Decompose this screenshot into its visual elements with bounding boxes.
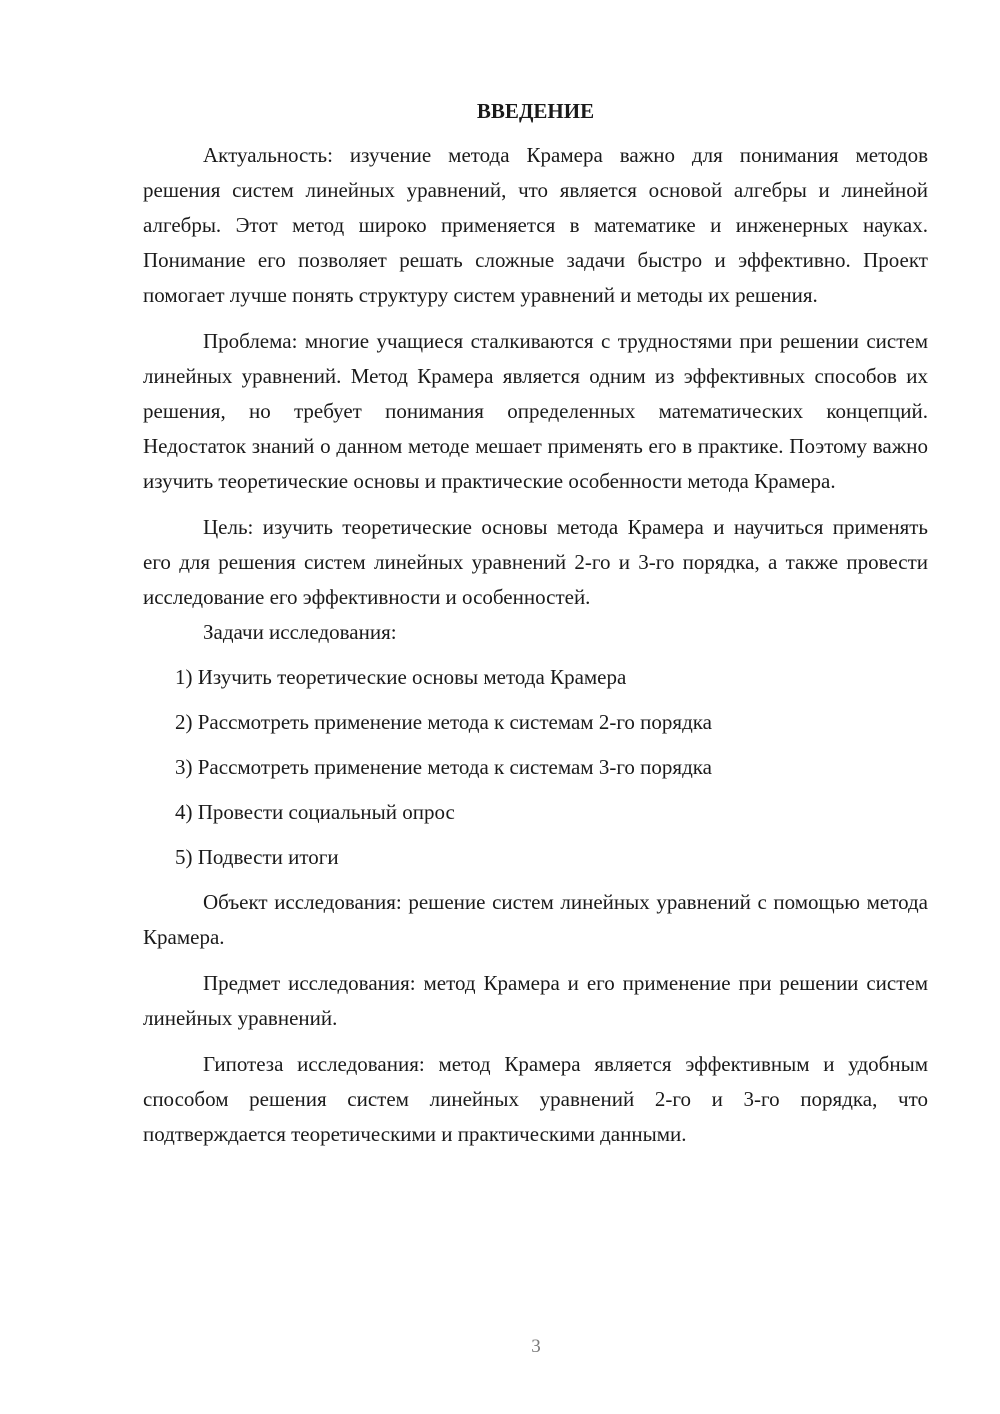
subject-paragraph: Предмет исследования: метод Крамера и его применение при решении систем линейных уравнений. (143, 971, 928, 1030)
relevance-paragraph: Актуальность: изучение метода Крамера важно для понимания методов решения систем линейных уравнений, что является основой алгебры и линейной алгебры. Этот метод широко применяется в математике и инженерных науках. Понимание его позволяет решать сложные задачи быстро и эффективно. Проект помогает лучше понять структуру систем уравнений и методы их решения. (143, 143, 928, 307)
list-item: 5) Подвести итоги (175, 845, 339, 869)
hypothesis-paragraph: Гипотеза исследования: метод Крамера является эффективным и удобным способом решения систем линейных уравнений 2-го и 3-го порядка, что подтверждается теоретическими и практическими данными. (143, 1052, 928, 1146)
problem-paragraph: Проблема: многие учащиеся сталкиваются с трудностями при решении систем линейных уравнений. Метод Крамера является одним из эффективных способов их решения, но требует понимания определенных математических концепций. Недостаток знаний о данном методе мешает применять его в практике. Поэтому важно изучить теоретические основы и практические особенности метода Крамера. (143, 329, 928, 493)
page-title: ВВЕДЕНИЕ (476, 99, 595, 123)
list-item: 1) Изучить теоретические основы метода Крамера (175, 665, 627, 689)
page-number: 3 (531, 1336, 541, 1357)
goal-paragraph: Цель: изучить теоретические основы метода Крамера и научиться применять его для решения систем линейных уравнений 2-го и 3-го порядка, а также провести исследование его эффективности и особенностей. (143, 515, 928, 609)
tasks-heading: Задачи исследования: (203, 620, 397, 644)
list-item: 4) Провести социальный опрос (175, 800, 455, 824)
list-item: 3) Рассмотреть применение метода к системам 3-го порядка (175, 755, 712, 779)
document-page (143, 96, 928, 1152)
list-item: 2) Рассмотреть применение метода к системам 2-го порядка (175, 710, 712, 734)
tasks-list (143, 660, 928, 875)
object-paragraph: Объект исследования: решение систем линейных уравнений с помощью метода Крамера. (143, 890, 928, 949)
